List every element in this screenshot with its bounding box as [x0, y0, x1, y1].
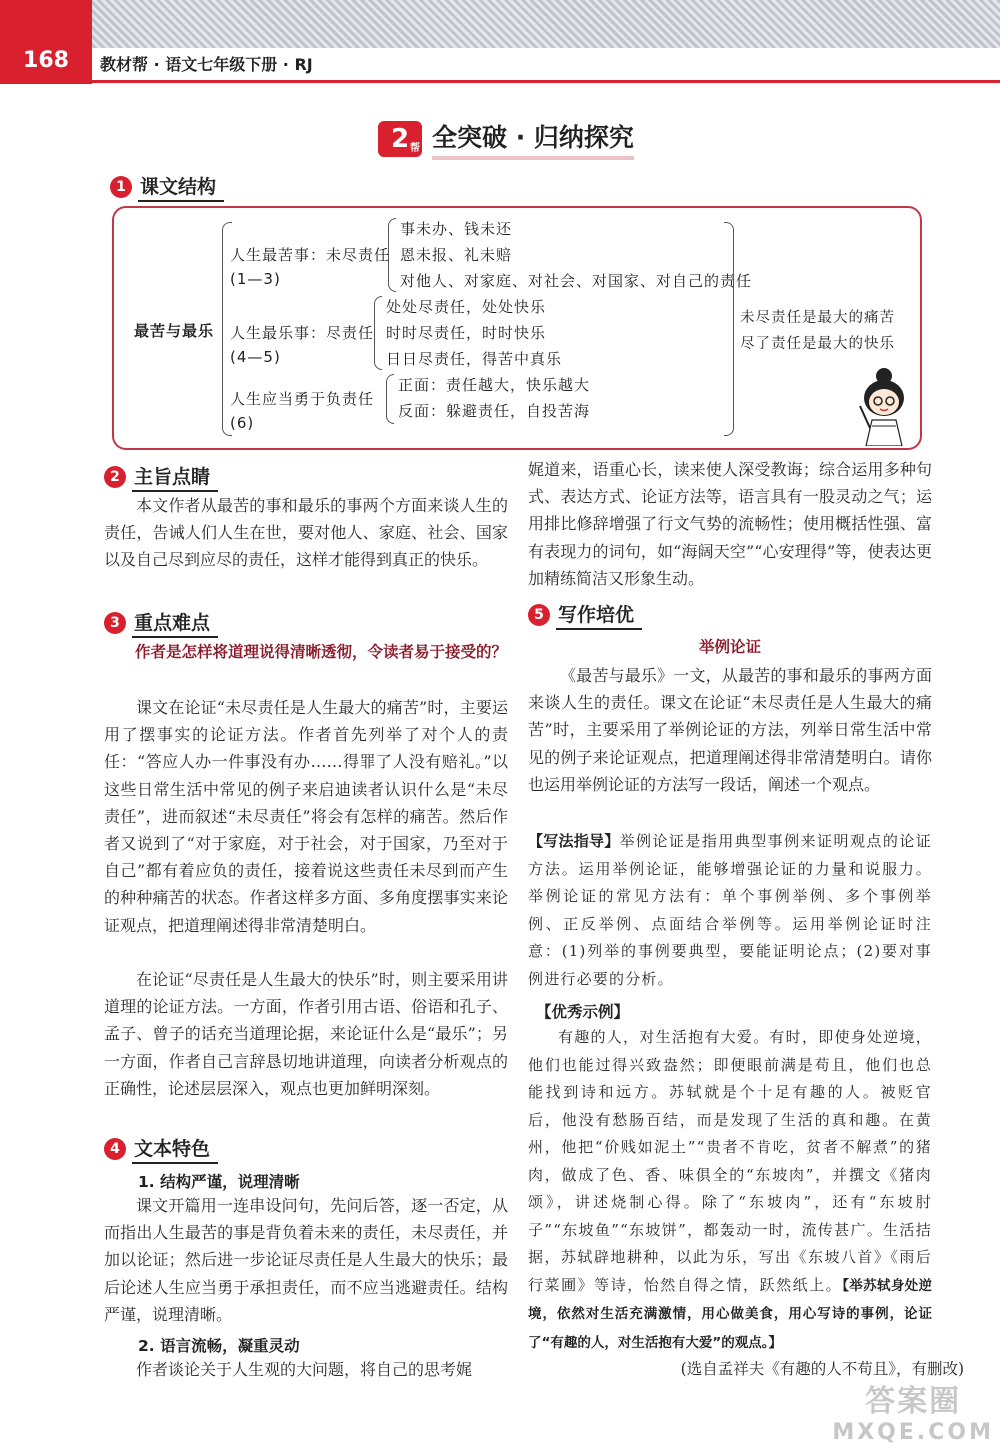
branch-1-range: (1—3) — [230, 270, 281, 288]
branch-1-item: 恩未报、礼未赔 — [400, 246, 513, 264]
section-number: 4 — [104, 1138, 126, 1160]
section-header-2 — [104, 462, 218, 492]
branch-1-brace — [388, 218, 396, 292]
branch-2-item: 处处尽责任，处处快乐 — [386, 298, 547, 316]
branch-3-item: 反面：躲避责任，自投苦海 — [398, 402, 591, 420]
section-number: 1 — [110, 176, 132, 198]
section-number: 5 — [528, 604, 550, 626]
cartoon-teacher-illustration — [846, 366, 916, 446]
branch-3-item: 正面：责任越大，快乐越大 — [398, 376, 591, 394]
writing-topic-title: 举例论证 — [698, 638, 761, 656]
sample-paragraph — [528, 1024, 932, 1357]
branch-1-title: 人生最苦事：未尽责任 — [230, 246, 391, 264]
section-header-4 — [104, 1134, 218, 1164]
branch-2-range: (4—5) — [230, 348, 281, 366]
branch-3-range: (6) — [230, 414, 255, 432]
branch-2-title: 人生最乐事：尽责任 — [230, 324, 375, 342]
watermark-line-1: 答案圈 — [865, 1384, 962, 1419]
page-number: 168 — [0, 0, 92, 84]
key-paragraph-1: 课文在论证“未尽责任是人生最大的痛苦”时，主要运用了摆事实的论证方法。作者首先列举了对个人的责任：“答应人办一件事没有办……得罪了人没有赔礼。”以这些日常生活中常见的例子来启迪读者认识什么是“未尽责任”，进而叙述“未尽责任”将会有怎样的痛苦。然后作者又说到了“对于家庭，对于社会，对于国家，乃至对于自己”都有着应负的责任，接着说这些责任未尽到而产生的种种痛苦的状态。作者这样多方面、多角度摆事实来论证观点，把道理阐述得非常清楚明白。 — [104, 698, 508, 935]
diagram-root: 最苦与最乐 — [134, 322, 215, 340]
branch-2-brace — [374, 296, 382, 370]
header-pattern-band — [0, 0, 1000, 48]
feature-1-text: 课文开篇用一连串设问句，先问后答，逐一否定，从而指出人生最苦的事是背负着未来的责任，未尽责任，并加以论证；然后进一步论证尽责任是人生最大的快乐；最后论述人生应当勇于承担责任，而不应当逃避责任。结构严谨，说理清晰。 — [104, 1196, 508, 1324]
section-label: 重点难点 — [132, 608, 218, 638]
title-badge — [378, 121, 422, 157]
watermark-line-2: MXQE.COM — [832, 1420, 994, 1445]
main-title-text: 全突破 · 归纳探究 — [432, 118, 634, 160]
badge-number: 2 — [390, 124, 410, 154]
key-paragraph-2: 在论证“尽责任是人生最大的快乐”时，则主要采用讲道理的论证方法。一方面，作者引用古语、俗语和孔子、孟子、曾子的话充当道理论据，来论证什么是“最乐”；另一方面，作者自己言辞恳切地讲道理，向读者分析观点的正确性，论述层层深入，观点也更加鲜明深刻。 — [104, 970, 508, 1098]
sample-note: 【举苏轼身处逆境，依然对生活充满激情，用心做美食，用心写诗的事例，论证了“有趣的人，对生活抱有大爱”的观点。】 — [528, 1277, 932, 1351]
section-header-5 — [528, 600, 642, 630]
section-header-3 — [104, 608, 218, 638]
guide-tag: 【写法指导】 — [528, 832, 620, 850]
theme-paragraph: 本文作者从最苦的事和最乐的事两个方面来谈人生的责任，告诫人们人生在世，要对他人、家庭、社会、国家以及自己尽到应尽的责任，这样才能得到真正的快乐。 — [104, 496, 508, 570]
section-label: 文本特色 — [132, 1134, 218, 1164]
writing-intro: 《最苦与最乐》一文，从最苦的事和最乐的事两方面来谈人生的责任。课文在论证“未尽责任是人生最大的痛苦”时，主要采用了举例论证的方法，列举日常生活中常见的例子来论证观点，把道理阐述得非常清楚明白。请你也运用举例论证的方法写一段话，阐述一个观点。 — [528, 666, 932, 794]
sample-text: 有趣的人，对生活抱有大爱。有时，即使身处逆境，他们也能过得兴致盎然；即便眼前满是苟且，他们也总能找到诗和远方。苏轼就是个十足有趣的人。被贬官后，他没有愁肠百结，而是发现了生活的真和趣。在黄州，他把“价贱如泥土”“贵者不肯吃，贫者不解煮”的猪肉，做成了色、香、味俱全的“东坡肉”，并撰文《猪肉颂》，讲述烧制心得。除了“东坡肉”，还有“东坡肘子”“东坡鱼”“东坡饼”，都轰动一时，流传甚广。生活拮据，苏轼辟地耕种，以此为乐，写出《东坡八首》《雨后行菜圃》等诗，怡然自得之情，跃然纸上。 — [528, 1028, 932, 1294]
structure-diagram — [112, 206, 922, 450]
header-divider — [92, 80, 1000, 83]
conclusion-text: 尽了责任是最大的快乐 — [740, 336, 895, 352]
section-label: 主旨点睛 — [132, 462, 218, 492]
branch-1-item: 对他人、对家庭、对社会、对国家、对自己的责任 — [400, 272, 753, 290]
badge-small: 帮 — [410, 143, 420, 154]
conclusion-brace — [724, 222, 734, 436]
key-question: 作者是怎样将道理说得清晰透彻，令读者易于接受的？ — [135, 643, 508, 661]
section-main-title — [378, 118, 634, 160]
feature-2-title: 2. 语言流畅，凝重灵动 — [138, 1337, 300, 1355]
section-number: 2 — [104, 466, 126, 488]
writing-guide — [528, 828, 932, 993]
watermark — [832, 1376, 994, 1445]
section-label: 写作培优 — [556, 600, 642, 630]
feature-2-text-start: 作者谈论关于人生观的大问题，将自己的思考娓 — [136, 1360, 473, 1379]
feature-2-text-continued: 娓道来，语重心长，读来使人深受教诲；综合运用多种句式、表达方式、论证方法等，语言具有一股灵动之气；运用排比修辞增强了行文气势的流畅性；使用概括性强、富有表现力的词句，如“海阔天空”“心安理得”等，使表达更加精练简洁又形象生动。 — [528, 460, 932, 588]
section-header-1 — [110, 172, 224, 202]
branch-1-item: 事未办、钱未还 — [400, 220, 513, 238]
section-number: 3 — [104, 612, 126, 634]
branch-2-item: 时时尽责任，时时快乐 — [386, 324, 547, 342]
sample-tag: 【优秀示例】 — [536, 1003, 630, 1021]
branch-3-brace — [386, 374, 394, 424]
feature-1-title: 1. 结构严谨，说理清晰 — [138, 1173, 300, 1191]
source-citation: (选自孟祥夫《有趣的人不苟且》，有删改) — [680, 1360, 964, 1378]
book-title: 教材帮 · 语文七年级下册 · RJ — [100, 55, 313, 74]
guide-text: 举例论证是指用典型事例来证明观点的论证方法。运用举例论证，能够增强论证的力量和说服力。举例论证的常见方法有：单个事例举例、多个事例举例、正反举例、点面结合举例等。运用举例论证时注意：(1)列举的事例要典型，要能证明论点；(2)要对事例进行必要的分析。 — [528, 832, 932, 988]
conclusion-text: 未尽责任是最大的痛苦 — [740, 310, 895, 326]
section-label: 课文结构 — [138, 172, 224, 202]
branch-2-item: 日日尽责任，得苦中真乐 — [386, 350, 563, 368]
branch-3-title: 人生应当勇于负责任 — [230, 390, 375, 408]
